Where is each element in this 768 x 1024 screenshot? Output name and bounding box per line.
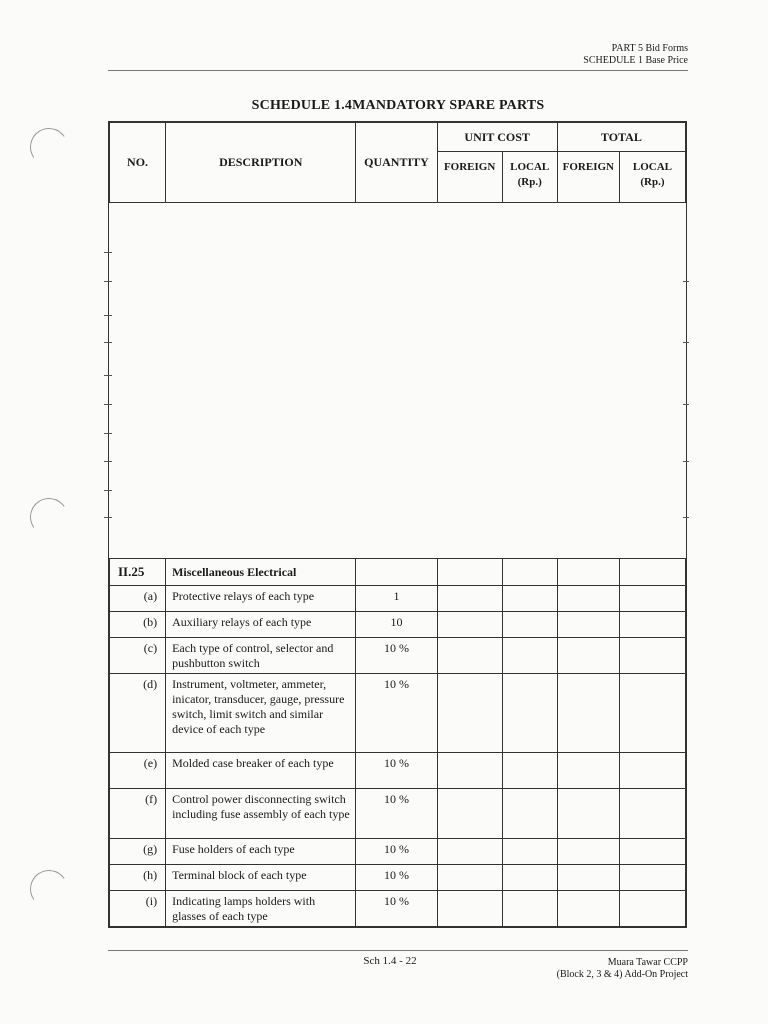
- binder-hole-icon: [27, 867, 71, 911]
- col-header-description: DESCRIPTION: [166, 123, 356, 203]
- section-no: II.25: [110, 559, 166, 586]
- item-no: (c): [110, 638, 166, 674]
- rp-label: (Rp.): [517, 176, 542, 188]
- item-description: Auxiliary relays of each type: [166, 612, 356, 638]
- item-no: (e): [110, 753, 166, 789]
- item-description: Protective relays of each type: [166, 586, 356, 612]
- margin-tick: [104, 433, 112, 434]
- item-description: Each type of control, selector and pushbutton switch: [166, 638, 356, 674]
- page-header: [583, 43, 688, 67]
- header-schedule: SCHEDULE 1 Base Price: [583, 55, 688, 66]
- margin-tick: [104, 315, 112, 316]
- table-row: [110, 789, 686, 839]
- header-rule: [108, 70, 688, 71]
- col-header-unit-foreign: FOREIGN: [437, 152, 502, 203]
- item-description: Control power disconnecting switch including fuse assembly of each type: [166, 789, 356, 839]
- footer-project-line1: Muara Tawar CCPP: [607, 957, 688, 968]
- item-no: (a): [110, 586, 166, 612]
- margin-tick: [104, 252, 112, 253]
- item-no: (i): [110, 891, 166, 927]
- table-row: [110, 839, 686, 865]
- item-no: (h): [110, 865, 166, 891]
- footer-project-line2: (Block 2, 3 & 4) Add-On Project: [556, 969, 688, 980]
- margin-tick: [104, 517, 112, 518]
- item-no: (d): [110, 674, 166, 753]
- table-row: [110, 674, 686, 753]
- col-header-unit-local: [502, 152, 557, 203]
- item-quantity: 1: [356, 586, 437, 612]
- table-row: [110, 865, 686, 891]
- margin-tick: [683, 281, 689, 282]
- margin-tick: [104, 404, 112, 405]
- item-quantity: 10 %: [356, 638, 437, 674]
- binder-hole-icon: [27, 125, 71, 169]
- table-row: [110, 586, 686, 612]
- section-row: [110, 559, 686, 586]
- binder-hole-icon: [27, 495, 71, 539]
- item-description: Molded case breaker of each type: [166, 753, 356, 789]
- col-header-total: TOTAL: [557, 123, 685, 152]
- margin-tick: [683, 461, 689, 462]
- blank-row: [110, 203, 686, 559]
- item-description: Terminal block of each type: [166, 865, 356, 891]
- col-header-unit-cost: UNIT COST: [437, 123, 557, 152]
- item-quantity: 10 %: [356, 865, 437, 891]
- item-no: (f): [110, 789, 166, 839]
- margin-tick: [104, 281, 112, 282]
- table-row: [110, 753, 686, 789]
- item-quantity: 10 %: [356, 839, 437, 865]
- item-no: (g): [110, 839, 166, 865]
- local-label: LOCAL: [510, 161, 550, 173]
- page-title: SCHEDULE 1.4MANDATORY SPARE PARTS: [251, 98, 545, 113]
- table-row: [110, 612, 686, 638]
- margin-tick: [683, 404, 689, 405]
- page-number: Sch 1.4 - 22: [363, 955, 417, 967]
- item-description: Instrument, voltmeter, ammeter, inicator, transducer, gauge, pressure switch, limit switch and similar device of each type: [166, 674, 356, 753]
- col-header-quantity: QUANTITY: [356, 123, 437, 203]
- margin-tick: [104, 342, 112, 343]
- header-part: PART 5 Bid Forms: [611, 43, 688, 54]
- table-row: [110, 891, 686, 927]
- item-quantity: 10 %: [356, 674, 437, 753]
- item-quantity: 10: [356, 612, 437, 638]
- section-description: Miscellaneous Electrical: [166, 559, 356, 586]
- item-no: (b): [110, 612, 166, 638]
- rp-label: (Rp.): [640, 176, 665, 188]
- spare-parts-table: [108, 121, 687, 928]
- margin-tick: [683, 342, 689, 343]
- margin-tick: [104, 375, 112, 376]
- col-header-total-local: [619, 152, 685, 203]
- footer-rule: [108, 950, 688, 951]
- table-row: [110, 638, 686, 674]
- footer-project: [557, 957, 688, 981]
- item-quantity: 10 %: [356, 753, 437, 789]
- item-quantity: 10 %: [356, 789, 437, 839]
- local-label: LOCAL: [632, 161, 672, 173]
- item-quantity: 10 %: [356, 891, 437, 927]
- col-header-no: NO.: [110, 123, 166, 203]
- margin-tick: [683, 517, 689, 518]
- margin-tick: [104, 461, 112, 462]
- item-description: Indicating lamps holders with glasses of each type: [166, 891, 356, 927]
- margin-tick: [104, 490, 112, 491]
- col-header-total-foreign: FOREIGN: [557, 152, 619, 203]
- item-description: Fuse holders of each type: [166, 839, 356, 865]
